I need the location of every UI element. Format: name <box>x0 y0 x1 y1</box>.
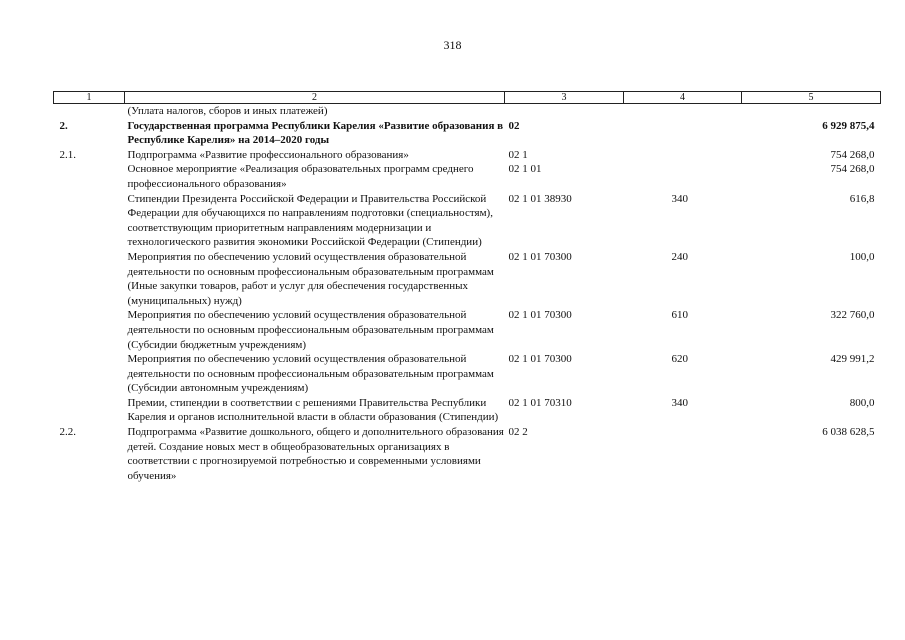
row-sum: 800,0 <box>849 396 875 409</box>
header-cell-4: 4 <box>624 92 742 104</box>
row-sum <box>742 104 881 119</box>
row-expense-type: 240 <box>671 250 688 263</box>
row-name: Подпрограмма «Развитие профессионального образования» <box>127 148 409 161</box>
row-name: Стипендии Президента Российской Федерации и Правительства Российской Федерации для обучающихся по направлениям подготовки (специальностям), соответствующим приоритетным направлениям модернизации и технологического развития экономики Российской Федерации (Стипендии) <box>127 192 493 249</box>
table-row <box>54 396 881 425</box>
table-row <box>54 104 881 119</box>
row-expense-type <box>624 425 742 483</box>
row-expense-type <box>624 162 742 191</box>
row-expense-type: 620 <box>671 353 688 366</box>
row-expense-type <box>624 104 742 119</box>
row-code: 02 1 <box>508 148 528 161</box>
row-number <box>54 104 125 119</box>
row-number: 2.2. <box>59 426 76 439</box>
budget-table <box>53 91 881 483</box>
row-number <box>54 396 125 425</box>
row-code: 02 1 01 70310 <box>508 396 572 409</box>
row-name: Мероприятия по обеспечению условий осуществления образовательной деятельности по основным профессиональным образовательным программам (Субсидии автономным учреждениям) <box>127 353 494 395</box>
table-row <box>54 162 881 191</box>
header-cell-1: 1 <box>54 92 125 104</box>
row-code: 02 1 01 <box>508 163 542 176</box>
row-name: Премии, стипендии в соответствии с решениями Правительства Республики Карелия и органов исполнительной власти в области образования (Стипендии) <box>127 396 499 424</box>
header-cell-3: 3 <box>505 92 624 104</box>
row-code: 02 1 01 38930 <box>508 192 572 205</box>
row-number: 2.1. <box>59 148 76 161</box>
row-sum: 754 268,0 <box>830 148 875 161</box>
header-cell-2: 2 <box>125 92 505 104</box>
row-name: Подпрограмма «Развитие дошкольного, общего и дополнительного образования детей. Создание новых мест в общеобразовательных организациях в соответствии с прогнозируемой потребностью и современными условиями обучения» <box>127 426 504 482</box>
table-row <box>54 250 881 308</box>
row-number <box>54 352 125 396</box>
row-code: 02 1 01 70300 <box>508 250 572 263</box>
row-code: 02 2 <box>508 426 528 439</box>
row-code: 02 <box>508 119 520 132</box>
table-row <box>54 192 881 250</box>
row-number: 2. <box>59 119 68 132</box>
table-row <box>54 352 881 396</box>
row-sum: 322 760,0 <box>830 309 875 322</box>
table-row <box>54 425 881 483</box>
row-number <box>54 192 125 250</box>
table-row <box>54 148 881 163</box>
row-code: 02 1 01 70300 <box>508 353 572 366</box>
row-name: Основное мероприятие «Реализация образовательных программ среднего профессионального образования» <box>127 163 474 190</box>
row-expense-type: 340 <box>671 396 688 409</box>
row-number <box>54 162 125 191</box>
row-code <box>505 104 624 119</box>
row-sum: 429 991,2 <box>830 353 875 366</box>
row-name: Государственная программа Республики Карелия «Развитие образования в Республике Карелия» на 2014–2020 годы <box>127 119 504 147</box>
row-sum: 6 038 628,5 <box>822 426 875 439</box>
row-sum: 100,0 <box>849 250 875 263</box>
row-expense-type <box>624 148 742 163</box>
row-sum: 616,8 <box>849 192 875 205</box>
table-row <box>54 308 881 352</box>
table-body <box>54 104 881 484</box>
row-expense-type: 340 <box>671 192 688 205</box>
header-row <box>54 92 881 104</box>
row-code: 02 1 01 70300 <box>508 309 572 322</box>
row-name: Мероприятия по обеспечению условий осуществления образовательной деятельности по основным профессиональным образовательным программам (Иные закупки товаров, работ и услуг для обеспечения государственных (муниципальных) нужд) <box>127 250 494 307</box>
header-cell-5: 5 <box>742 92 881 104</box>
table-row <box>54 119 881 148</box>
row-expense-type <box>624 119 742 148</box>
row-number <box>54 308 125 352</box>
row-sum: 754 268,0 <box>830 163 875 176</box>
row-sum: 6 929 875,4 <box>822 119 875 132</box>
page-number: 318 <box>443 38 462 52</box>
row-number <box>54 250 125 308</box>
row-name: Мероприятия по обеспечению условий осуществления образовательной деятельности по основным профессиональным образовательным программам (Субсидии бюджетным учреждениям) <box>127 309 494 351</box>
row-name: (Уплата налогов, сборов и иных платежей) <box>127 105 328 117</box>
row-expense-type: 610 <box>671 309 688 322</box>
